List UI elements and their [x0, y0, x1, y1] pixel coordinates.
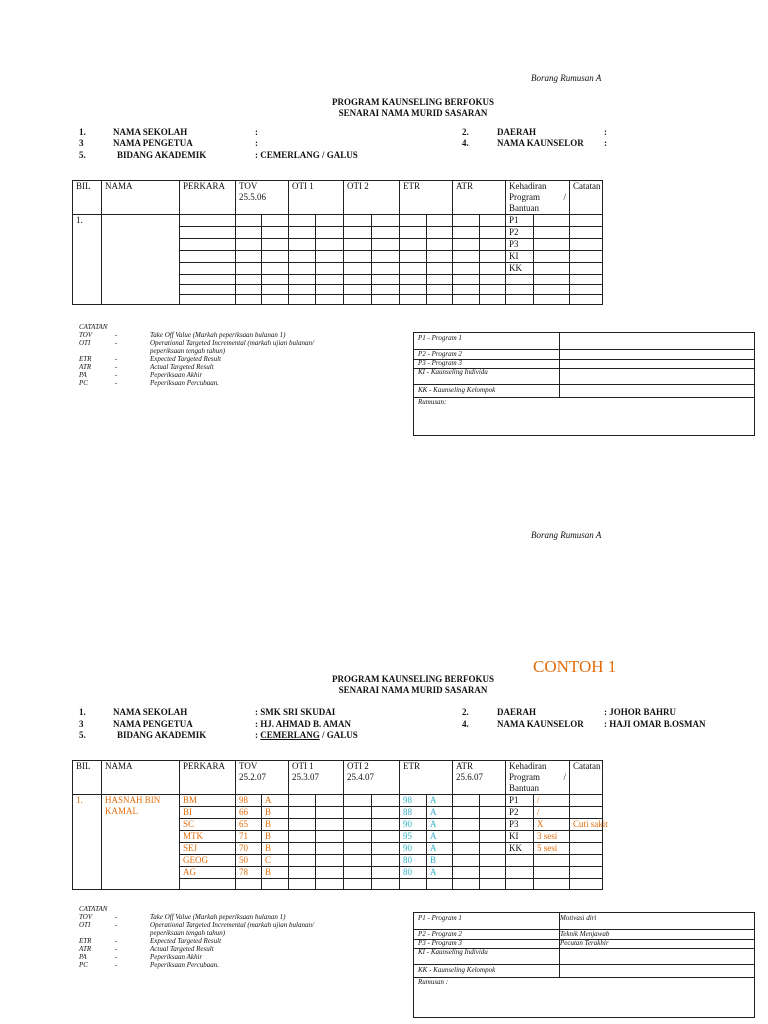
header-oti1: OTI 1 25.3.07	[289, 761, 344, 795]
atr-grade-cell	[480, 855, 506, 867]
note-row: TOV - Take Off Value (Markah peperiksaan bulanan 1)	[79, 331, 286, 339]
district-value: : JOHOR BAHRU	[604, 707, 677, 717]
table-cell	[289, 879, 316, 890]
subject-cell: BI	[180, 807, 236, 819]
label-num-5: 5.	[79, 730, 86, 740]
table-cell	[180, 879, 236, 890]
etr-grade-cell: A	[427, 795, 453, 807]
etr-grade-cell: A	[427, 867, 453, 879]
label-num-2: 2.	[462, 707, 469, 717]
rumusan-label: Rumusan :	[418, 978, 449, 986]
table-cell	[316, 879, 344, 890]
attendance-cell: /	[534, 807, 570, 819]
attendance-cell: X	[534, 819, 570, 831]
tov-grade-cell: B	[262, 843, 289, 855]
student-table-blank	[72, 180, 680, 305]
tov-score-cell: 78	[236, 867, 262, 879]
program-cell: P3	[506, 819, 534, 831]
oti2-score-cell	[344, 807, 372, 819]
header-atr: ATR	[453, 181, 506, 215]
cemerlang-label: CEMERLANG	[260, 150, 320, 160]
note-row: PC - Peperiksaan Percubaan.	[79, 961, 219, 969]
attendance-cell: /	[534, 795, 570, 807]
table-cell	[506, 879, 534, 890]
atr-grade-cell	[480, 819, 506, 831]
atr-score-cell	[453, 867, 480, 879]
program-cell: P1	[506, 795, 534, 807]
program-cell	[506, 855, 534, 867]
header-tov: TOV 25.2.07	[236, 761, 289, 795]
galus-label: / GALUS	[319, 730, 358, 740]
title-line-2: SENARAI NAMA MURID SASARAN	[338, 108, 488, 118]
example-table-body	[73, 795, 680, 890]
table-cell	[570, 879, 603, 890]
etr-grade-cell: A	[427, 843, 453, 855]
note-row: PC - Peperiksaan Percubaan.	[79, 379, 219, 387]
notes-heading: CATATAN	[79, 905, 108, 913]
header-perkara: PERKARA	[180, 761, 236, 795]
oti1-grade-cell	[316, 807, 344, 819]
table-header-row	[73, 761, 680, 795]
table-header-row	[73, 181, 680, 215]
name-cell	[102, 215, 180, 305]
program-cell: P1	[506, 215, 534, 227]
atr-score-cell	[453, 855, 480, 867]
tov-grade-cell: B	[262, 831, 289, 843]
oti2-grade-cell	[372, 843, 400, 855]
tov-grade-cell: B	[262, 819, 289, 831]
subject-cell: AG	[180, 867, 236, 879]
header-kehadiran: Kehadiran Program / Bantuan	[506, 761, 570, 795]
oti1-grade-cell	[316, 843, 344, 855]
header-perkara: PERKARA	[180, 181, 236, 215]
catatan-cell	[570, 843, 603, 855]
catatan-cell	[570, 807, 603, 819]
oti1-score-cell	[289, 855, 316, 867]
catatan-cell	[570, 867, 603, 879]
atr-grade-cell	[480, 843, 506, 855]
oti2-grade-cell	[372, 819, 400, 831]
table-cell	[236, 879, 262, 890]
legend-ki: KI - Kaunseling Individu	[418, 368, 488, 376]
header-oti1: OTI 1	[289, 181, 344, 215]
label-num-1: 1.	[79, 707, 86, 717]
catatan-cell	[570, 831, 603, 843]
header-atr: ATR 25.6.07	[453, 761, 506, 795]
label-principal-name: NAMA PENGETUA	[113, 719, 193, 729]
oti1-grade-cell	[316, 855, 344, 867]
label-counselor-name: NAMA KAUNSELOR	[497, 138, 584, 148]
counselor-name-value: : HAJI OMAR B.OSMAN	[604, 719, 706, 729]
note-row: peperiksaan tengah tahun)	[150, 929, 226, 937]
catatan-cell: Cuti sakit	[570, 819, 603, 831]
label-num-1: 1.	[79, 127, 86, 137]
oti1-grade-cell	[316, 831, 344, 843]
etr-grade-cell: B	[427, 855, 453, 867]
label-academic-field: BIDANG AKADEMIK	[117, 150, 207, 160]
label-num-3: 3	[79, 719, 84, 729]
school-name-value: : SMK SRI SKUDAI	[255, 707, 336, 717]
oti1-score-cell	[289, 807, 316, 819]
label-num-4: 4.	[462, 719, 469, 729]
tov-score-cell: 71	[236, 831, 262, 843]
label-school-name: NAMA SEKOLAH	[113, 127, 188, 137]
catatan-cell	[570, 855, 603, 867]
example-heading: CONTOH 1	[533, 657, 617, 676]
galus-label: / GALUS	[319, 150, 358, 160]
legend-kk: KK - Kaunseling Kelompok	[418, 966, 496, 974]
label-principal-name: NAMA PENGETUA	[113, 138, 193, 148]
etr-score-cell: 80	[400, 855, 427, 867]
legend-ki: KI - Kaunseling Individu	[418, 948, 488, 956]
table-row	[73, 795, 680, 807]
table-cell	[534, 879, 570, 890]
table-cell	[400, 879, 427, 890]
catatan-cell	[570, 795, 603, 807]
atr-grade-cell	[480, 867, 506, 879]
atr-score-cell	[453, 831, 480, 843]
colon: :	[604, 127, 607, 137]
header-catatan: Catatan	[570, 181, 603, 215]
oti2-score-cell	[344, 867, 372, 879]
bil-cell: 1.	[73, 215, 102, 305]
subject-cell: MTK	[180, 831, 236, 843]
label-district: DAERAH	[497, 707, 537, 717]
header-oti2: OTI 2 25.4.07	[344, 761, 400, 795]
header-tov: TOV 25.5.06	[236, 181, 289, 215]
note-row: TOV - Take Off Value (Markah peperiksaan bulanan 1)	[79, 913, 286, 921]
oti2-grade-cell	[372, 795, 400, 807]
table-cell	[427, 879, 453, 890]
etr-score-cell: 90	[400, 843, 427, 855]
header-oti2: OTI 2	[344, 181, 400, 215]
form-reference: Borang Rumusan A	[531, 530, 602, 540]
oti2-score-cell	[344, 855, 372, 867]
legend-p2: P2 - Program 2	[418, 930, 462, 938]
program-cell: KK	[506, 843, 534, 855]
attendance-cell	[534, 867, 570, 879]
atr-grade-cell	[480, 795, 506, 807]
oti1-grade-cell	[316, 795, 344, 807]
tov-grade-cell: C	[262, 855, 289, 867]
header-etr: ETR	[400, 761, 453, 795]
rumusan-label: Rumusan:	[418, 398, 447, 406]
atr-score-cell	[453, 843, 480, 855]
oti1-score-cell	[289, 867, 316, 879]
label-counselor-name: NAMA KAUNSELOR	[497, 719, 584, 729]
oti2-score-cell	[344, 819, 372, 831]
program-cell: P2	[506, 807, 534, 819]
atr-score-cell	[453, 819, 480, 831]
tov-score-cell: 70	[236, 843, 262, 855]
program-cell: P2	[506, 227, 534, 239]
note-row: OTI - Operational Targeted Incremental (markah ujian bulanan/	[79, 339, 314, 347]
header-catatan: Catatan	[570, 761, 603, 795]
note-row: PA - Peperiksaan Akhir	[79, 371, 203, 379]
colon: :	[255, 127, 258, 137]
oti2-grade-cell	[372, 867, 400, 879]
attendance-cell: 3 sesi	[534, 831, 570, 843]
atr-score-cell	[453, 795, 480, 807]
legend-p1-note: Motivasi diri	[560, 914, 597, 922]
etr-score-cell: 80	[400, 867, 427, 879]
tov-grade-cell: A	[262, 795, 289, 807]
etr-grade-cell: A	[427, 819, 453, 831]
oti2-grade-cell	[372, 831, 400, 843]
note-row: ETR - Expected Targeted Result	[79, 355, 222, 363]
oti1-score-cell	[289, 831, 316, 843]
note-row: ATR - Actual Targeted Result	[79, 945, 214, 953]
table-cell	[262, 879, 289, 890]
label-district: DAERAH	[497, 127, 537, 137]
page-title	[263, 97, 563, 119]
etr-grade-cell: A	[427, 807, 453, 819]
academic-field-value	[255, 150, 358, 160]
notes-block	[79, 323, 379, 387]
program-cell: KI	[506, 251, 534, 263]
student-name-cell: HASNAH BIN KAMAL	[102, 795, 180, 890]
notes-heading: CATATAN	[79, 323, 108, 331]
principal-name-value: : HJ. AHMAD B. AMAN	[255, 719, 351, 729]
oti1-grade-cell	[316, 819, 344, 831]
form-reference: Borang Rumusan A	[531, 73, 602, 83]
label-num-3: 3	[79, 138, 84, 148]
legend-p3: P3 - Program 3	[418, 939, 462, 947]
academic-field-value	[255, 730, 358, 740]
legend-p2: P2 - Program 2	[418, 350, 462, 358]
etr-score-cell: 88	[400, 807, 427, 819]
title-line-2: SENARAI NAMA MURID SASARAN	[338, 685, 488, 695]
label-num-2: 2.	[462, 127, 469, 137]
table-cell	[344, 879, 372, 890]
subject-cell: SEJ	[180, 843, 236, 855]
program-legend-box	[413, 332, 755, 436]
colon: :	[255, 138, 258, 148]
tov-score-cell: 65	[236, 819, 262, 831]
attendance-cell	[534, 855, 570, 867]
oti2-score-cell	[344, 843, 372, 855]
note-row: ETR - Expected Targeted Result	[79, 937, 222, 945]
header-bil: BIL	[73, 181, 102, 215]
etr-score-cell: 98	[400, 795, 427, 807]
atr-grade-cell	[480, 831, 506, 843]
bil-cell: 1.	[73, 795, 102, 890]
legend-p2-note: Teknik Menjawab	[560, 930, 610, 938]
oti1-score-cell	[289, 843, 316, 855]
etr-score-cell: 95	[400, 831, 427, 843]
table-cell	[372, 879, 400, 890]
atr-grade-cell	[480, 807, 506, 819]
legend-p3-note: Pecutan Terakhir	[560, 939, 609, 947]
program-cell	[506, 867, 534, 879]
colon: :	[255, 730, 258, 740]
colon: :	[604, 138, 607, 148]
student-table-example	[72, 760, 680, 890]
header-kehadiran: Kehadiran Program / Bantuan	[506, 181, 570, 215]
label-num-5: 5.	[79, 150, 86, 160]
oti1-grade-cell	[316, 867, 344, 879]
title-line-1: PROGRAM KAUNSELING BERFOKUS	[331, 97, 494, 107]
atr-score-cell	[453, 807, 480, 819]
legend-kk: KK - Kaunseling Kelompok	[418, 386, 496, 394]
subject-cell: SC	[180, 819, 236, 831]
program-legend-box	[413, 912, 755, 1018]
label-academic-field: BIDANG AKADEMIK	[117, 730, 207, 740]
tov-grade-cell: B	[262, 807, 289, 819]
legend-p3: P3 - Program 3	[418, 359, 462, 367]
cemerlang-label: CEMERLANG	[260, 730, 320, 740]
oti2-grade-cell	[372, 807, 400, 819]
tov-score-cell: 98	[236, 795, 262, 807]
oti1-score-cell	[289, 819, 316, 831]
subject-cell: BM	[180, 795, 236, 807]
page-title	[263, 674, 563, 696]
table-cell	[480, 879, 506, 890]
oti2-score-cell	[344, 831, 372, 843]
notes-block	[79, 905, 379, 969]
legend-p1: P1 - Program 1	[418, 914, 462, 922]
header-nama: NAMA	[102, 761, 180, 795]
note-row: peperiksaan tengah tahun)	[150, 347, 226, 355]
program-cell: P3	[506, 239, 534, 251]
header-nama: NAMA	[102, 181, 180, 215]
oti2-score-cell	[344, 795, 372, 807]
etr-grade-cell: A	[427, 831, 453, 843]
header-bil: BIL	[73, 761, 102, 795]
table-cell	[453, 879, 480, 890]
note-row: OTI - Operational Targeted Incremental (markah ujian bulanan/	[79, 921, 314, 929]
note-row: PA - Peperiksaan Akhir	[79, 953, 203, 961]
colon: :	[255, 150, 258, 160]
program-cell: KK	[506, 263, 534, 275]
oti1-score-cell	[289, 795, 316, 807]
tov-score-cell: 50	[236, 855, 262, 867]
tov-score-cell: 66	[236, 807, 262, 819]
note-row: ATR - Actual Targeted Result	[79, 363, 214, 371]
oti2-grade-cell	[372, 855, 400, 867]
label-school-name: NAMA SEKOLAH	[113, 707, 188, 717]
title-line-1: PROGRAM KAUNSELING BERFOKUS	[331, 674, 494, 684]
program-cell: KI	[506, 831, 534, 843]
subject-cell: GEOG	[180, 855, 236, 867]
tov-grade-cell: B	[262, 867, 289, 879]
legend-p1: P1 - Program 1	[418, 334, 462, 342]
label-num-4: 4.	[462, 138, 469, 148]
attendance-cell: 5 sesi	[534, 843, 570, 855]
table-row	[73, 215, 680, 227]
header-etr: ETR	[400, 181, 453, 215]
etr-score-cell: 90	[400, 819, 427, 831]
